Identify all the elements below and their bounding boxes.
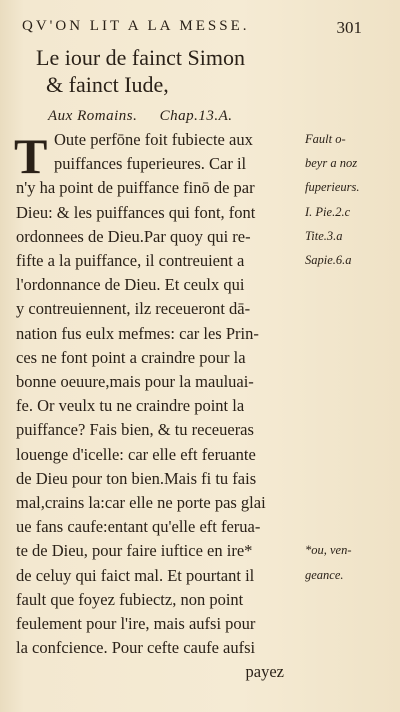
margin-note: geance. <box>305 567 344 582</box>
body-line: de Dieu pour ton bien.Mais fi tu fais <box>16 468 257 488</box>
body-line: la confcience. Pour cefte caufe aufsi <box>16 638 256 658</box>
page-number: 301 <box>336 18 362 37</box>
scripture-chapter: Chap.13.A. <box>159 108 233 124</box>
body-line: puiffances fuperieures. Car il <box>54 154 247 174</box>
body-line: feulement pour l'ire, mais aufsi pour <box>16 614 256 634</box>
margin-note: Fault o- <box>305 132 346 146</box>
running-head-title: QV'ON LIT A LA MESSE. <box>22 18 250 34</box>
body-line: ordonnees de Dieu.Par quoy qui re- <box>16 226 251 246</box>
margin-note: beyr a noz <box>305 156 358 171</box>
scripture-book: Aux Romains. <box>48 108 138 124</box>
section-title-line-1: Le iour de fainct Simon <box>36 45 245 70</box>
body-line: Dieu: & les puiffances qui font, font <box>16 202 256 222</box>
body-line: Oute perfōne foit fubiecte aux <box>54 130 253 149</box>
body-line: payez <box>245 662 284 682</box>
body-text <box>16 128 312 685</box>
drop-cap: T <box>14 128 48 184</box>
section-title-line-2: & fainct Iude, <box>46 72 169 97</box>
body-line: bonne oeuure,mais pour la mauluai- <box>16 372 254 392</box>
body-line: de celuy qui faict mal. Et pourtant il <box>16 565 255 585</box>
body-line: louenge d'icelle: car elle eft feruante <box>16 444 256 464</box>
body-line: y contreuiennent, ilz receueront dā- <box>16 299 251 319</box>
margin-note: fuperieurs. <box>305 180 360 195</box>
body-line: fault que foyez fubiectz, non point <box>16 589 244 609</box>
body-line: puiffance? Fais bien, & tu receueras <box>16 420 254 440</box>
margin-note: Tite.3.a <box>305 228 343 243</box>
running-head <box>22 18 362 38</box>
body-line: n'y ha point de puiffance finō de par <box>16 178 255 198</box>
body-line: mal,crains la:car elle ne porte pas glai <box>16 493 266 513</box>
scripture-reference <box>48 108 233 125</box>
section-title <box>36 44 356 98</box>
margin-note: I. Pie.2.c <box>305 204 351 219</box>
body-line: nation fus eulx mefmes: car les Prin- <box>16 323 259 343</box>
body-line: te de Dieu, pour faire iuftice en ire* <box>16 541 253 561</box>
body-line: l'ordonnance de Dieu. Et ceulx qui <box>16 275 245 295</box>
body-line: ue fans caufe:entant qu'elle eft ferua- <box>16 517 261 537</box>
body-line: ces ne font point a craindre pour la <box>16 347 246 367</box>
margin-note: Sapie.6.a <box>305 253 352 267</box>
body-line: fifte a la puiffance, il contreuient a <box>16 251 245 271</box>
margin-note: *ou, ven- <box>305 543 352 558</box>
body-line: fe. Or veulx tu ne craindre point la <box>16 396 245 416</box>
